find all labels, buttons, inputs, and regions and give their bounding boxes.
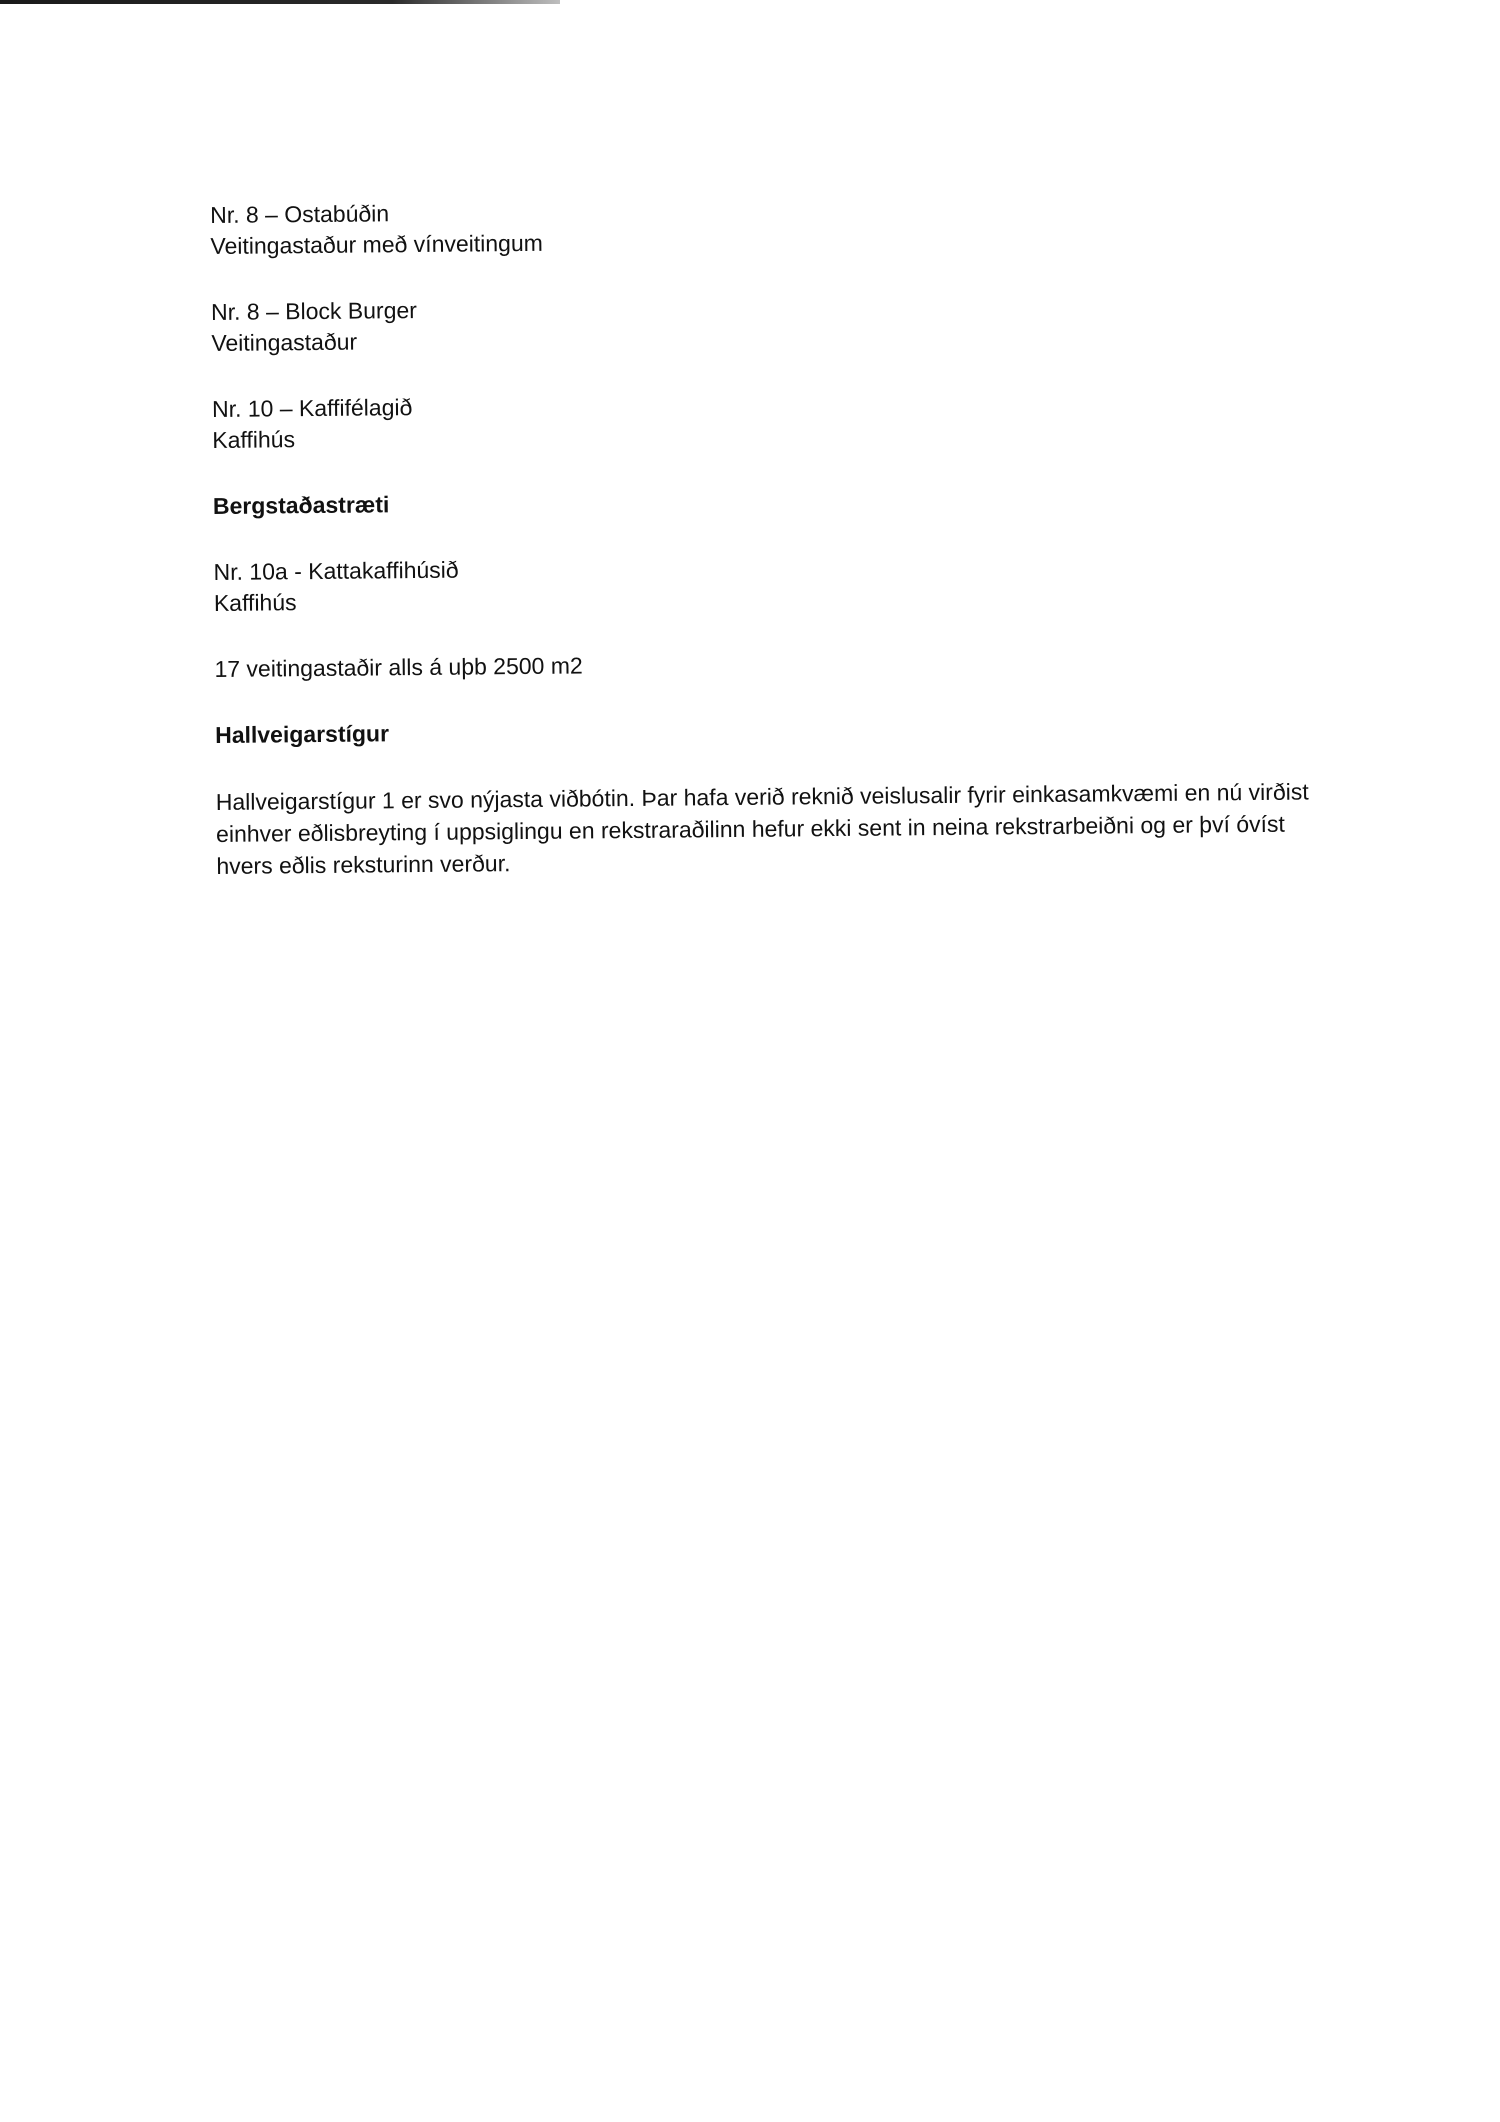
scan-edge-line bbox=[0, 0, 560, 4]
document-page bbox=[210, 189, 1336, 882]
list-item bbox=[212, 383, 1333, 456]
list-item bbox=[210, 189, 1331, 262]
list-item bbox=[213, 546, 1334, 619]
entry-title: Nr. 8 – Ostabúðin bbox=[210, 200, 390, 228]
entry-type: Kaffihús bbox=[213, 589, 297, 616]
body-paragraph: Hallveigarstígur 1 er svo nýjasta viðbótin. Þar hafa verið reknið veislusalir fyrir einkasamkvæmi en nú virðist einhver eðlisbreyting í uppsiglingu en rekstraraðilinn hefur ekki sent in neina rekstrarbeiðni og er því óvíst hvers eðlis reksturinn verður. bbox=[215, 778, 1309, 879]
entry-title: Nr. 10a - Kattakaffihúsið bbox=[213, 556, 459, 585]
list-item bbox=[211, 286, 1332, 359]
entry-title: Nr. 10 – Kaffifélagið bbox=[211, 394, 413, 422]
entry-type: Veitingastaður bbox=[211, 328, 358, 356]
section-heading-hallveigarstigur: Hallveigarstígur bbox=[215, 720, 390, 748]
entry-type: Kaffihús bbox=[212, 426, 296, 453]
section-heading-bergstadastraeti: Bergstaðastræti bbox=[212, 491, 390, 519]
summary-line: 17 veitingastaðir alls á uþb 2500 m2 bbox=[214, 652, 583, 682]
entry-type: Veitingastaður með vínveitingum bbox=[210, 229, 543, 259]
entry-title: Nr. 8 – Block Burger bbox=[210, 297, 418, 325]
